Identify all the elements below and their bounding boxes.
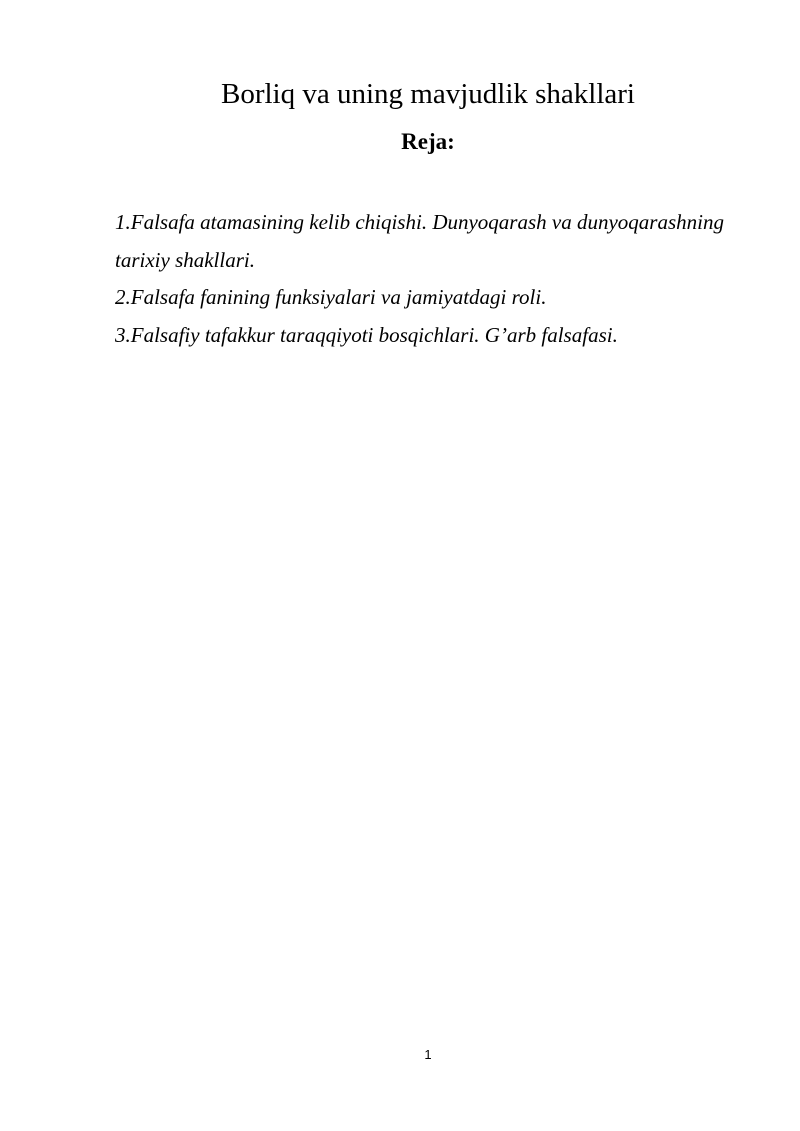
plan-list (115, 204, 745, 354)
document-title: Borliq va uning mavjudlik shakllari (220, 78, 635, 110)
plan-item-2: 2.Falsafa fanining funksiyalari va jamiyatdagi roli. (115, 285, 547, 309)
plan-heading: Reja: (401, 129, 455, 154)
page-number: 1 (424, 1047, 432, 1062)
plan-item-1: 1.Falsafa atamasining kelib chiqishi. Dunyoqarash va dunyoqarashning tarixiy shakllari. (115, 210, 724, 272)
plan-item-3: 3.Falsafiy tafakkur taraqqiyoti bosqichlari. G’arb falsafasi. (115, 322, 618, 347)
